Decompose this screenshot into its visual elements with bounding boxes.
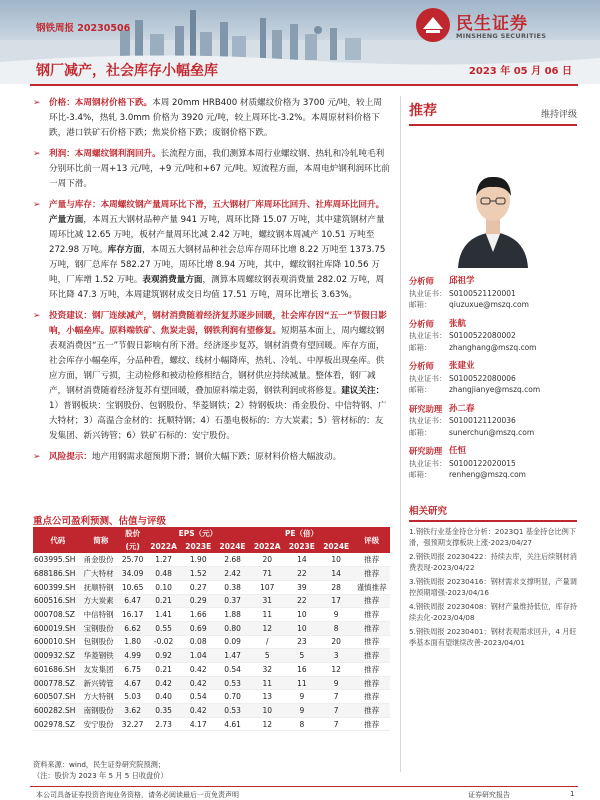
table-row (33, 580, 390, 594)
table-cell: 10 (319, 553, 353, 567)
table-cell: 9 (319, 676, 353, 690)
related-item[interactable]: 3.钢铁周报 20230416：钢材需求支撑明显，产量调控预期增强-2023/04/16 (409, 576, 577, 597)
table-cell: 0.48 (146, 567, 181, 581)
table-cell: 推荐 (353, 717, 390, 731)
rating-box (409, 100, 577, 126)
table-cell: 安宁股份 (83, 717, 120, 731)
logo-text-en: MINSHENG SECURITIES (456, 32, 547, 40)
table-cell: 4.61 (215, 717, 249, 731)
company-logo (416, 8, 584, 44)
analyst-role: 研究助理 (409, 446, 443, 456)
table-cell: 0.10 (146, 580, 181, 594)
table-price-note: （注：股价为 2023 年 5 月 5 日收盘价） (33, 771, 168, 780)
table-cell: 600010.SH (33, 635, 83, 649)
table-cell: 0.42 (181, 704, 215, 718)
table-cell: 推荐 (353, 635, 390, 649)
table-cell: 1.88 (215, 608, 249, 622)
table-cell: 000708.SZ (33, 608, 83, 622)
table-cell: 0.69 (181, 621, 215, 635)
investment-text2: 1）普钢板块：宝钢股份、包钢股份、华菱钢铁；2）特钢板块：甬金股份、中信特钢、广大特材；3）高温合金材的：抚顺特钢；4）石墨电极标的：方大炭素；5）管材标的：友发集团、新兴铸管；6）铁矿石标的：安宁股份。 (49, 401, 387, 441)
table-cell: 0.70 (215, 690, 249, 704)
table-cell: 11 (250, 608, 285, 622)
email-label: 邮箱： (409, 470, 432, 479)
table-cell: 3.62 (119, 704, 146, 718)
table-row (33, 635, 390, 649)
table-row (33, 649, 390, 663)
header-code: 代码 (33, 527, 83, 553)
footer-rule (30, 786, 578, 787)
table-body (33, 553, 390, 731)
table-row (33, 663, 390, 677)
cert-number: S0100522080002 (449, 331, 516, 340)
price-text: 本周 20mm HRB400 材质螺纹价格为 3700 元/吨，较上周环比-3.4%，热轧 3.0mm 价格为 3920 元/吨，较上周环比-3.2%。本周原材料价格下跌，港口铁矿石价格下跌；焦炭价格下跌；废钢价格下跌。 (49, 98, 382, 138)
report-series-label: 钢铁周报 20230506 (36, 23, 131, 34)
table-cell: 7 (319, 717, 353, 731)
output-text2: ，本周五大钢材品种社会总库存周环比增 8.22 万吨至 1373.75 万吨，钢厂总库存 582.27 万吨，周环比增 8.94 万吨，其中，螺纹钢社库降 10.56 万吨，厂库增 1.52 万吨。 (49, 245, 386, 285)
analyst-name: 张航 (449, 318, 467, 329)
table-title: 重点公司盈利预测、估值与评级 (33, 516, 167, 527)
table-cell: 002978.SZ (33, 717, 83, 731)
analyst-card (409, 404, 577, 439)
cert-number: S0100522080006 (449, 373, 516, 383)
table-cell: 推荐 (353, 553, 390, 567)
table-cell: 0.54 (215, 663, 249, 677)
analyst-list (409, 276, 577, 481)
arrow-icon: ➢ (33, 200, 41, 210)
analyst-card (409, 446, 577, 481)
table-cell: 11 (285, 676, 319, 690)
table-cell: 5 (250, 649, 285, 663)
table-cell: 603995.SH (33, 553, 83, 567)
table-cell: 1.04 (181, 649, 215, 663)
table-cell: 1.90 (181, 553, 215, 567)
investment-sub: 建议关注： (341, 386, 385, 396)
email-label: 邮箱： (409, 385, 432, 394)
table-cell: 5 (285, 649, 319, 663)
table-cell: 推荐 (353, 608, 390, 622)
table-cell: 7 (319, 704, 353, 718)
table-cell: 6.75 (119, 663, 146, 677)
table-cell: 23 (285, 635, 319, 649)
table-cell: 13 (250, 690, 285, 704)
output-text1: ，本周五大钢材品种产量 941 万吨，周环比降 15.07 万吨，其中建筑钢材产量周环比减 12.65 万吨，板材产量周环比减 2.42 万吨，螺纹钢本周减产 10.51 万吨至 272.98 万吨。 (49, 215, 385, 255)
cert-label: 执业证书： (409, 458, 447, 468)
table-cell: 31 (250, 594, 285, 608)
table-cell: 推荐 (353, 676, 390, 690)
table-cell: 推荐 (353, 704, 390, 718)
table-cell: 0.37 (215, 594, 249, 608)
risk-heading: 风险提示： (49, 452, 92, 462)
table-cell: 0.53 (215, 704, 249, 718)
table-cell: 1.41 (146, 608, 181, 622)
rating-label: 推荐 (409, 103, 437, 119)
header-name: 简称 (83, 527, 120, 553)
table-cell: 5.03 (119, 690, 146, 704)
table-cell: 16 (285, 663, 319, 677)
analyst-email[interactable]: qiuzuxue@mszq.com (449, 300, 529, 309)
analyst-name: 张建业 (449, 361, 475, 371)
table-row (33, 676, 390, 690)
cert-number: S0100122020015 (449, 458, 516, 468)
table-cell: 新兴铸管 (83, 676, 120, 690)
table-cell: 600399.SH (33, 580, 83, 594)
table-cell: 友发集团 (83, 663, 120, 677)
table-cell: 方大特钢 (83, 690, 120, 704)
table-cell: 10 (250, 704, 285, 718)
risk-paragraph (33, 450, 390, 465)
output-inventory-paragraph (33, 198, 390, 303)
table-cell: 0.29 (181, 594, 215, 608)
table-cell: 20 (319, 635, 353, 649)
report-date: 2023 年 05 月 06 日 (468, 66, 572, 77)
table-source-note: 资料来源：wind，民生证券研究院预测； (33, 760, 165, 769)
column-divider (400, 96, 401, 772)
table-cell: 4.17 (181, 717, 215, 731)
profit-paragraph (33, 147, 390, 192)
table-row (33, 704, 390, 718)
table-cell: 华菱钢铁 (83, 649, 120, 663)
table-cell: 22 (285, 594, 319, 608)
header-year: 2023E (181, 540, 215, 553)
forecast-table (33, 527, 390, 731)
table-cell: 10.65 (119, 580, 146, 594)
cert-label: 执业证书： (409, 331, 447, 340)
table-row (33, 594, 390, 608)
table-cell: 2.68 (215, 553, 249, 567)
arrow-icon: ➢ (33, 311, 41, 321)
table-cell: 32 (250, 663, 285, 677)
table-cell: 17 (319, 594, 353, 608)
table-cell: 包钢股份 (83, 635, 120, 649)
header-year: 2024E (319, 540, 353, 553)
cert-label: 执业证书： (409, 373, 447, 383)
table-cell: 2.42 (215, 567, 249, 581)
table-cell: 10 (285, 608, 319, 622)
output-sub2: 库存方面 (107, 245, 142, 255)
related-item[interactable]: 2.钢铁周报 20230422：持续去库，关注后续钢材消费表现-2023/04/22 (409, 551, 577, 572)
table-cell: 9 (319, 608, 353, 622)
cert-label: 执业证书： (409, 288, 447, 298)
table-cell: 12 (319, 663, 353, 677)
table-cell: 广大特材 (83, 567, 120, 581)
header-year: 2022A (250, 540, 285, 553)
table-cell: 1.52 (181, 567, 215, 581)
table-row (33, 567, 390, 581)
table-cell: 甬金股份 (83, 553, 120, 567)
table-cell: 39 (285, 580, 319, 594)
table-cell: 抚顺特钢 (83, 580, 120, 594)
table-cell: 71 (250, 567, 285, 581)
table-cell: 20 (250, 553, 285, 567)
analyst-card (409, 361, 577, 396)
analyst-email[interactable]: zhanghang@mszq.com (449, 342, 537, 352)
investment-heading: 投资建议：钢厂连续减产，钢材消费随着经济复苏逐步回暖，社会库存因“五一”节假日影响，小幅垒库。原料端铁矿、焦炭走弱，钢铁利润有望修复。 (49, 311, 387, 336)
table-cell: 11 (250, 676, 285, 690)
table-cell: 0.42 (146, 676, 181, 690)
table-cell: 0.80 (215, 621, 249, 635)
table-cell: 8 (319, 621, 353, 635)
related-research-title: 相关研究 (409, 503, 577, 522)
report-summary (33, 96, 390, 471)
table-cell: 0.55 (146, 621, 181, 635)
footer-disclaimer: 本公司具备证券投资咨询业务资格，请务必阅读最后一页免责声明 (36, 791, 239, 799)
table-cell: 推荐 (353, 594, 390, 608)
table-cell: 谨慎推荐 (353, 580, 390, 594)
table-cell: 中信特钢 (83, 608, 120, 622)
table-cell: 0.21 (146, 594, 181, 608)
price-heading: 价格：本周钢材价格下跌。 (49, 98, 153, 108)
table-cell: 9 (285, 704, 319, 718)
table-cell: 宝钢股份 (83, 621, 120, 635)
table-cell: 1.66 (181, 608, 215, 622)
header-rule (30, 84, 578, 86)
related-item[interactable]: 4.钢铁周报 20230408：钢材产量维持低位，库存持续去化-2023/04/08 (409, 601, 577, 622)
table-cell: 4.67 (119, 676, 146, 690)
table-cell: 688186.SH (33, 567, 83, 581)
arrow-icon: ➢ (33, 149, 41, 159)
analyst-email[interactable]: renheng@mszq.com (449, 470, 526, 479)
table-cell: 601686.SH (33, 663, 83, 677)
analyst-card (409, 276, 577, 311)
analyst-role: 研究助理 (409, 403, 443, 414)
profit-heading: 利润：本周螺纹钢利润回升。 (49, 149, 161, 159)
analyst-role: 分析师 (409, 318, 434, 329)
related-item[interactable]: 1.钢铁行业基金持仓分析：2023Q1 基金持仓比例下滑，强预期支撑板块上涨-2023/04/27 (409, 526, 577, 547)
table-cell: 0.92 (146, 649, 181, 663)
table-cell: 600282.SH (33, 704, 83, 718)
table-cell: 6.62 (119, 621, 146, 635)
header-year: 2023E (285, 540, 319, 553)
table-cell: 9 (285, 690, 319, 704)
logo-text-cn: 民生证券 (456, 14, 528, 34)
table-cell: 22 (285, 567, 319, 581)
table-cell: 0.40 (146, 690, 181, 704)
table-cell: 7 (319, 690, 353, 704)
email-label: 邮箱： (409, 342, 432, 352)
header-price-unit: (元) (119, 540, 146, 553)
table-row (33, 717, 390, 731)
table-cell: 推荐 (353, 649, 390, 663)
table-cell: 12 (250, 621, 285, 635)
table-cell: 0.21 (146, 663, 181, 677)
analyst-role: 分析师 (409, 276, 434, 286)
table-row (33, 690, 390, 704)
table-notes (33, 759, 168, 781)
email-label: 邮箱： (409, 300, 432, 309)
analyst-photo (448, 156, 538, 268)
table-cell: 0.53 (215, 676, 249, 690)
table-cell: 6.47 (119, 594, 146, 608)
table-cell: 方大炭素 (83, 594, 120, 608)
table-row (33, 608, 390, 622)
table-cell: 1.27 (146, 553, 181, 567)
analyst-name: 孙二春 (449, 403, 475, 414)
table-cell: 3 (319, 649, 353, 663)
table-cell: 0.42 (181, 676, 215, 690)
logo-mark-icon (416, 8, 450, 42)
table-cell: 000778.SZ (33, 676, 83, 690)
table-cell: 10 (285, 621, 319, 635)
output-text3: ，测算本周螺纹钢表观消费量 282.02 万吨，周环比降 47.3 万吨，本周建筑钢材成交日均值 17.51 万吨，周环比增长 3.63%。 (49, 275, 385, 300)
analyst-name: 邱祖学 (449, 276, 475, 286)
table-cell: 4.99 (119, 649, 146, 663)
cert-number: S0100121120036 (449, 416, 516, 425)
arrow-icon: ➢ (33, 98, 41, 108)
table-cell: 2.73 (146, 717, 181, 731)
sidebar (409, 100, 577, 651)
table-row (33, 621, 390, 635)
table-cell: 14 (285, 553, 319, 567)
output-heading: 产量与库存：本周螺纹钢产量周环比下滑，五大钢材厂库周环比回升、社库周环比回升。 (49, 200, 385, 210)
table-cell: 推荐 (353, 621, 390, 635)
header-eps: EPS（元） (146, 527, 250, 540)
analyst-card (409, 319, 577, 354)
risk-text: 地产用钢需求超预期下滑；钢价大幅下跌；原材料价格大幅波动。 (91, 452, 342, 462)
table-cell: 34.09 (119, 567, 146, 581)
table-cell: 1.80 (119, 635, 146, 649)
table-cell: 1.47 (215, 649, 249, 663)
investment-text: 短期基本面上，周内螺纹钢表观消费因“五一”节假日影响有所下滑。经济逐步复苏，钢材消费有望回暖。库存方面，社会库存小幅垒库，分品种看，螺纹、线材小幅降库，热轧、冷轧、中厚板出现垒库。供应方面，钢厂亏损，主动检修和被动检修相结合，钢材供应持续减量。整体看，钢厂减产，钢材消费随着经济复苏有望回暖，叠加原料端走弱，钢铁利润或将修复。 (49, 326, 385, 396)
table-cell: 600019.SH (33, 621, 83, 635)
rating-value: 维持评级 (540, 110, 577, 120)
table-cell: -0.02 (146, 635, 181, 649)
footer-report-type: 证券研究报告 (468, 791, 510, 799)
related-item[interactable]: 5.钢铁周报 20230401：钢材表观需求回升，4 月旺季基本面有望继续改善-2023/04/01 (409, 626, 577, 647)
related-research-list (409, 526, 577, 649)
table-cell: 0.08 (181, 635, 215, 649)
header-price: 股价 (119, 527, 146, 540)
table-cell: 推荐 (353, 567, 390, 581)
email-label: 邮箱： (409, 427, 432, 437)
header-year: 2024E (215, 540, 249, 553)
table-cell: / (250, 635, 285, 649)
table-cell: 600516.SH (33, 594, 83, 608)
analyst-email[interactable]: zhangjianye@mszq.com (449, 385, 541, 394)
cert-label: 执业证书： (409, 416, 447, 425)
report-title: 钢厂减产，社会库存小幅垒库 (36, 63, 218, 79)
table-cell: 推荐 (353, 663, 390, 677)
arrow-icon: ➢ (33, 452, 41, 462)
table-row (33, 553, 390, 567)
table-cell: 0.38 (215, 580, 249, 594)
table-cell: 南钢股份 (83, 704, 120, 718)
table-cell: 16.17 (119, 608, 146, 622)
price-paragraph (33, 96, 390, 141)
output-sub1: 产量方面 (49, 215, 84, 225)
profit-text: 长流程方面，我们测算本周行业螺纹钢、热轧和冷轧吨毛利分别环比前一周+13 元/吨，+9 元/吨和+67 元/吨。短流程方面，本周电炉钢利润环比前一周下滑。 (49, 149, 390, 189)
table-cell: 0.42 (181, 663, 215, 677)
table-cell: 107 (250, 580, 285, 594)
analyst-role: 分析师 (409, 361, 434, 371)
table-cell: 28 (319, 580, 353, 594)
table-cell: 0.09 (215, 635, 249, 649)
table-cell: 8 (285, 717, 319, 731)
table-cell: 32.27 (119, 717, 146, 731)
header-pe: PE（倍） (250, 527, 354, 540)
analyst-email[interactable]: sunerchun@mszq.com (449, 427, 535, 437)
investment-paragraph (33, 309, 390, 444)
table-cell: 000932.SZ (33, 649, 83, 663)
table-cell: 0.35 (146, 704, 181, 718)
table-cell: 12 (250, 717, 285, 731)
header-rating: 评级 (353, 527, 390, 553)
output-sub3: 表观消费量方面 (142, 275, 203, 285)
analyst-name: 任恒 (449, 446, 467, 456)
table-cell: 0.54 (181, 690, 215, 704)
cert-number: S0100521120001 (449, 288, 516, 298)
table-cell: 0.27 (181, 580, 215, 594)
header-year: 2022A (146, 540, 181, 553)
table-cell: 推荐 (353, 690, 390, 704)
table-cell: 600507.SH (33, 690, 83, 704)
table-cell: 14 (319, 567, 353, 581)
table-cell: 25.70 (119, 553, 146, 567)
page-number: 1 (570, 790, 575, 798)
